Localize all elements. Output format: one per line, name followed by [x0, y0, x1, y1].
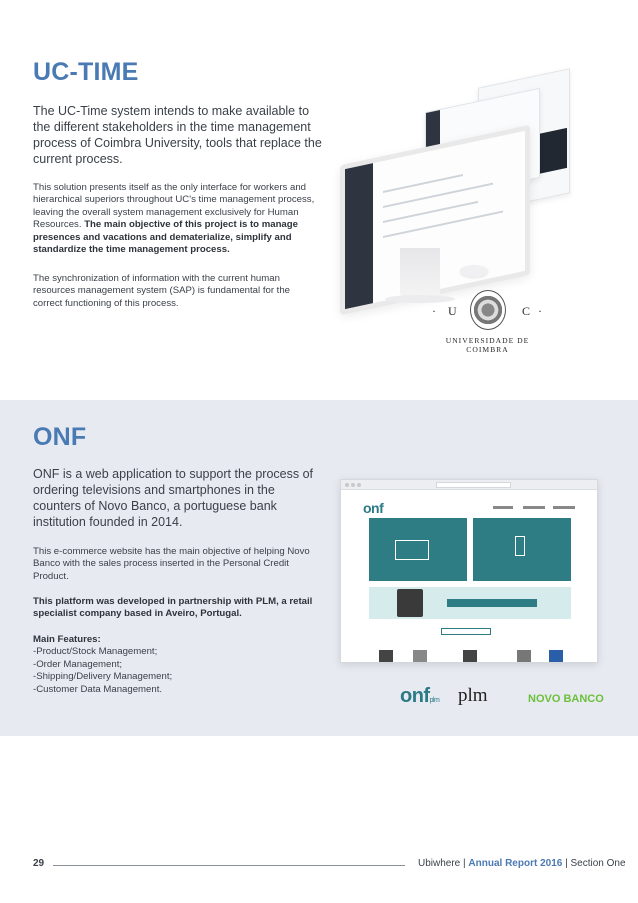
uc-time-paragraph-3: The synchronization of information with the current human resources management system (SAP) is fundamental for the correct functioning of this process.: [33, 273, 291, 309]
footer-section: | Section One: [562, 858, 626, 869]
uc-time-paragraph-2-bold: The main objective of this project is to manage presences and vacations and dematerialize, simplify and standardize the time management process.: [33, 219, 298, 256]
uc-time-lead: The UC-Time system intends to make available to the different stakeholders in the time management process of Coimbra University, tools that replace the current process.: [33, 104, 322, 166]
onf-logo-text: onf: [400, 685, 430, 707]
footer-divider: [53, 865, 405, 866]
onf-title: ONF: [33, 423, 87, 451]
seal-icon: [470, 290, 506, 330]
onf-paragraph-3-bold: This platform was developed in partnership with PLM, a retail specialist company based in Aveiro, Portugal.: [33, 596, 313, 620]
feature-item: -Customer Data Management.: [33, 683, 163, 695]
plm-logo: [458, 685, 488, 715]
footer-company: Ubiwhere |: [418, 858, 469, 869]
uc-time-title: UC-TIME: [33, 58, 139, 86]
onf-plm-logo: [400, 685, 439, 715]
onf-paragraph-3: [33, 596, 318, 621]
footer-report: Annual Report 2016: [468, 858, 563, 869]
uc-logo-name: UNIVERSIDADE DE COIMBRA: [445, 336, 530, 354]
novo-banco-logo: NOVO BANCO: [528, 693, 604, 705]
feature-item: -Shipping/Delivery Management;: [33, 671, 173, 683]
banner-button: [441, 628, 491, 635]
onf-logo-sub: plm: [429, 697, 440, 704]
product-banner: [369, 587, 571, 619]
smartphone-category-tile: [473, 518, 571, 581]
page-number: 29: [33, 858, 45, 869]
mouse-icon: [460, 265, 488, 277]
onf-browser-screenshot: [340, 479, 598, 663]
uc-logo-letter-c: C: [522, 304, 531, 318]
onf-lead: ONF is a web application to support the process of ordering televisions and smartphones in the counters of Novo Banco, a portuguese bank institution founded in 2014.: [33, 467, 314, 529]
tv-category-tile: [369, 518, 467, 581]
feature-item: -Order Management;: [33, 658, 123, 670]
uc-logo-letter-u: U: [448, 304, 457, 318]
features-title: Main Features:: [33, 634, 101, 645]
onf-paragraph-2: This e-commerce website has the main objective of helping Novo Banco with the sales process inserted in the Personal Credit Product.: [33, 546, 310, 582]
uc-time-paragraph-2-normal: This solution presents itself as the only interface for workers and hierarchical superiors throughout UC's time management process, leaving the overall system management exclusively for Human Resources.: [33, 182, 315, 231]
uc-time-paragraph-2: [33, 182, 318, 256]
footer-text: [418, 858, 626, 869]
feature-item: -Product/Stock Management;: [33, 646, 158, 658]
universidade-de-coimbra-logo: · U C · UNIVERSIDADE DE COIMBRA: [430, 290, 545, 350]
uc-time-screens-illustration: [330, 70, 570, 305]
plm-logo-text: plm: [458, 685, 488, 706]
onf-features: [33, 634, 318, 696]
speaker-icon: [397, 589, 423, 617]
onf-browser-logo: onf: [363, 500, 384, 516]
